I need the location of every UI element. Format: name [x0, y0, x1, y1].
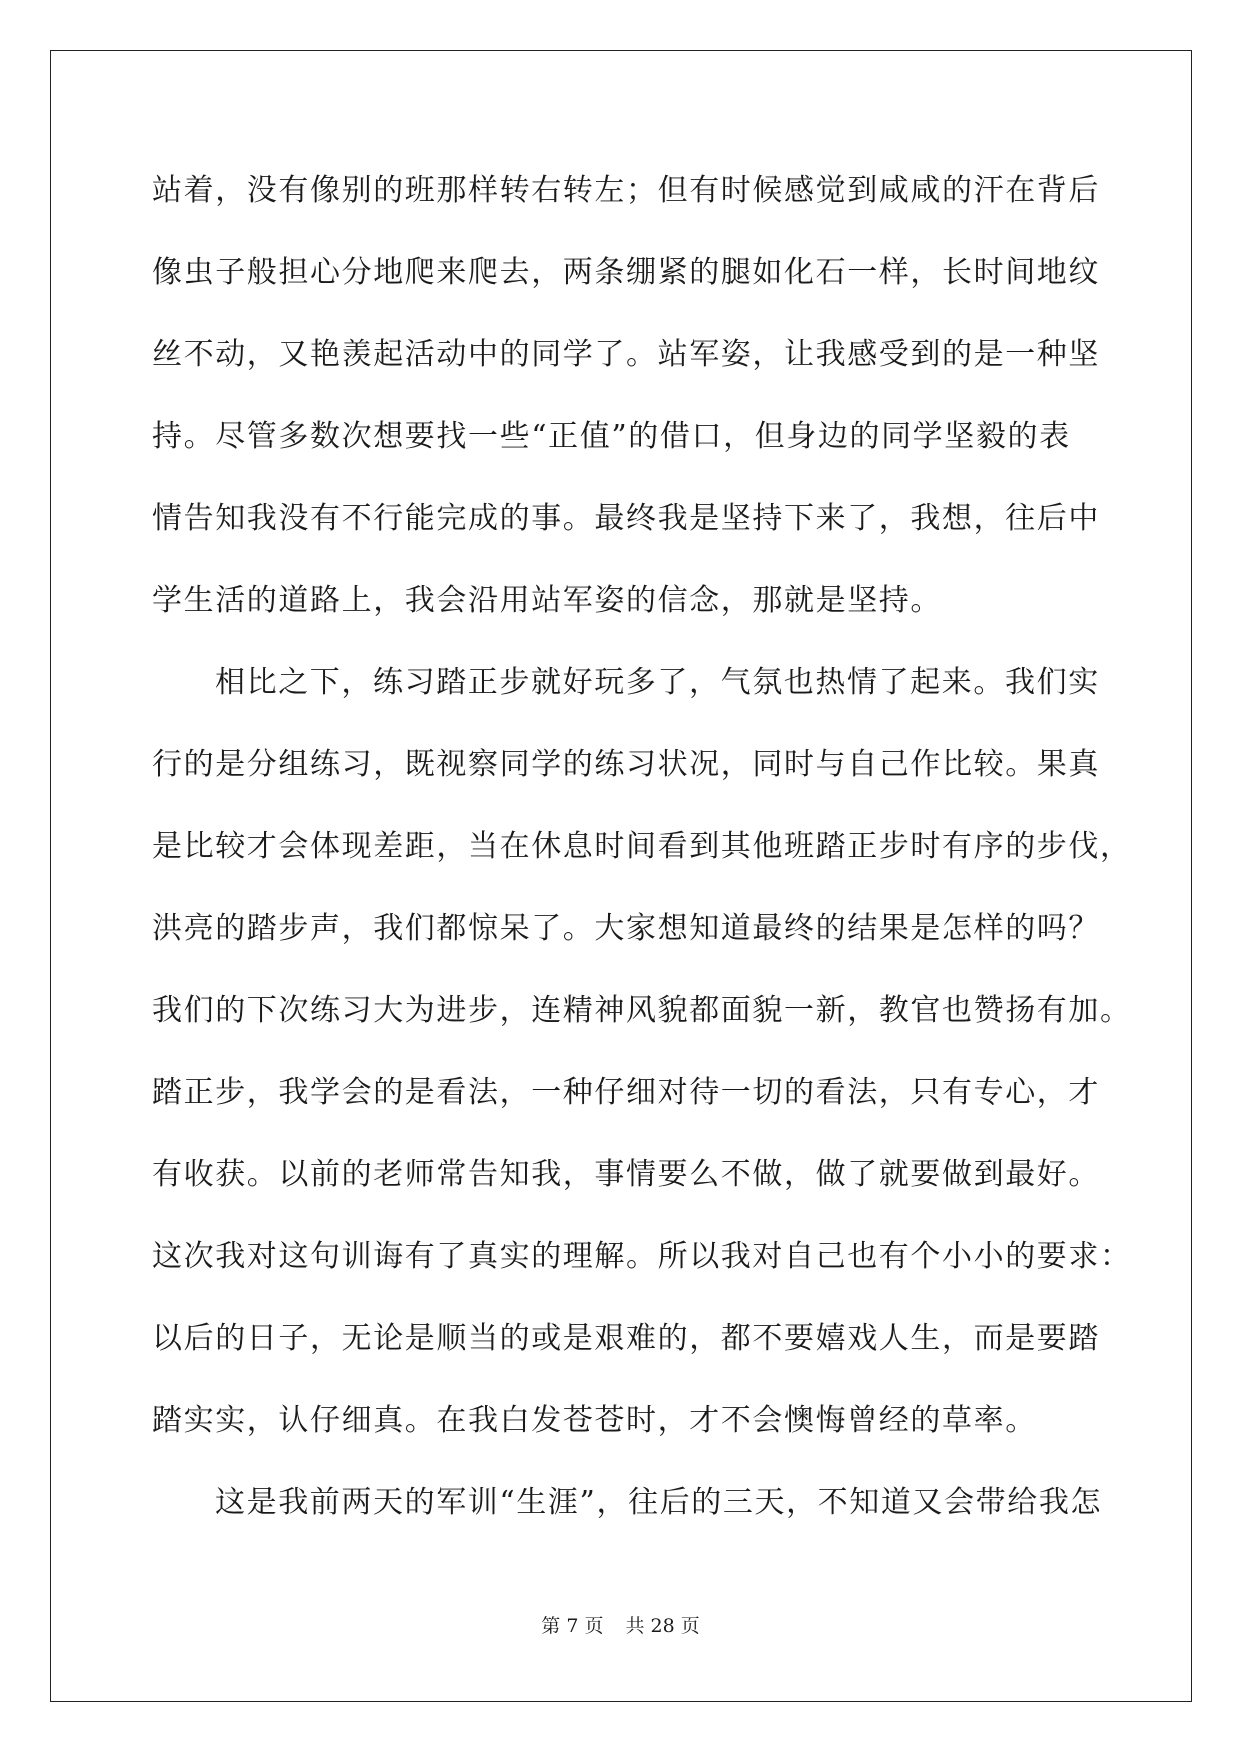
- text-line: 洪亮的踏步声，我们都惊呆了。大家想知道最终的结果是怎样的吗？: [152, 911, 1100, 946]
- text-line: 是比较才会体现差距，当在休息时间看到其他班踏正步时有序的步伐，: [152, 829, 1132, 864]
- text-line: 学生活的道路上，我会沿用站军姿的信念，那就是坚持。: [152, 583, 942, 618]
- text-line: 丝不动，又艳羡起活动中的同学了。站军姿，让我感受到的是一种坚: [152, 337, 1100, 372]
- text-line: 有收获。以前的老师常告知我，事情要么不做，做了就要做到最好。: [152, 1157, 1100, 1192]
- text-line: 站着，没有像别的班那样转右转左；但有时候感觉到咸咸的汗在背后: [152, 173, 1100, 208]
- text-line: 像虫子般担心分地爬来爬去，两条绷紧的腿如化石一样，长时间地纹: [152, 255, 1100, 290]
- text-line: 持。尽管多数次想要找一些“正值”的借口，但身边的同学坚毅的表: [152, 419, 1071, 454]
- text-line: 以后的日子，无论是顺当的或是艰难的，都不要嬉戏人生，而是要踏: [152, 1321, 1100, 1356]
- text-line: 踏正步，我学会的是看法，一种仔细对待一切的看法，只有专心，才: [152, 1075, 1100, 1110]
- total-pages: 共 28 页: [625, 1615, 700, 1637]
- page-number: 第 7 页: [541, 1615, 604, 1637]
- text-line: 踏实实，认仔细真。在我白发苍苍时，才不会懊悔曾经的草率。: [152, 1403, 1037, 1438]
- text-line: 行的是分组练习，既视察同学的练习状况，同时与自己作比较。果真: [152, 747, 1100, 782]
- page-footer: [0, 1614, 1241, 1638]
- document-body: [152, 150, 1132, 1544]
- text-line: 我们的下次练习大为进步，连精神风貌都面貌一新，教官也赞扬有加。: [152, 993, 1132, 1028]
- text-line: 情告知我没有不行能完成的事。最终我是坚持下来了，我想，往后中: [152, 501, 1100, 536]
- paragraph-start-line: 这是我前两天的军训“生涯”，往后的三天，不知道又会带给我怎: [215, 1485, 1103, 1520]
- paragraph-start-line: 相比之下，练习踏正步就好玩多了，气氛也热情了起来。我们实: [215, 665, 1100, 700]
- text-line: 这次我对这句训诲有了真实的理解。所以我对自己也有个小小的要求：: [152, 1239, 1132, 1274]
